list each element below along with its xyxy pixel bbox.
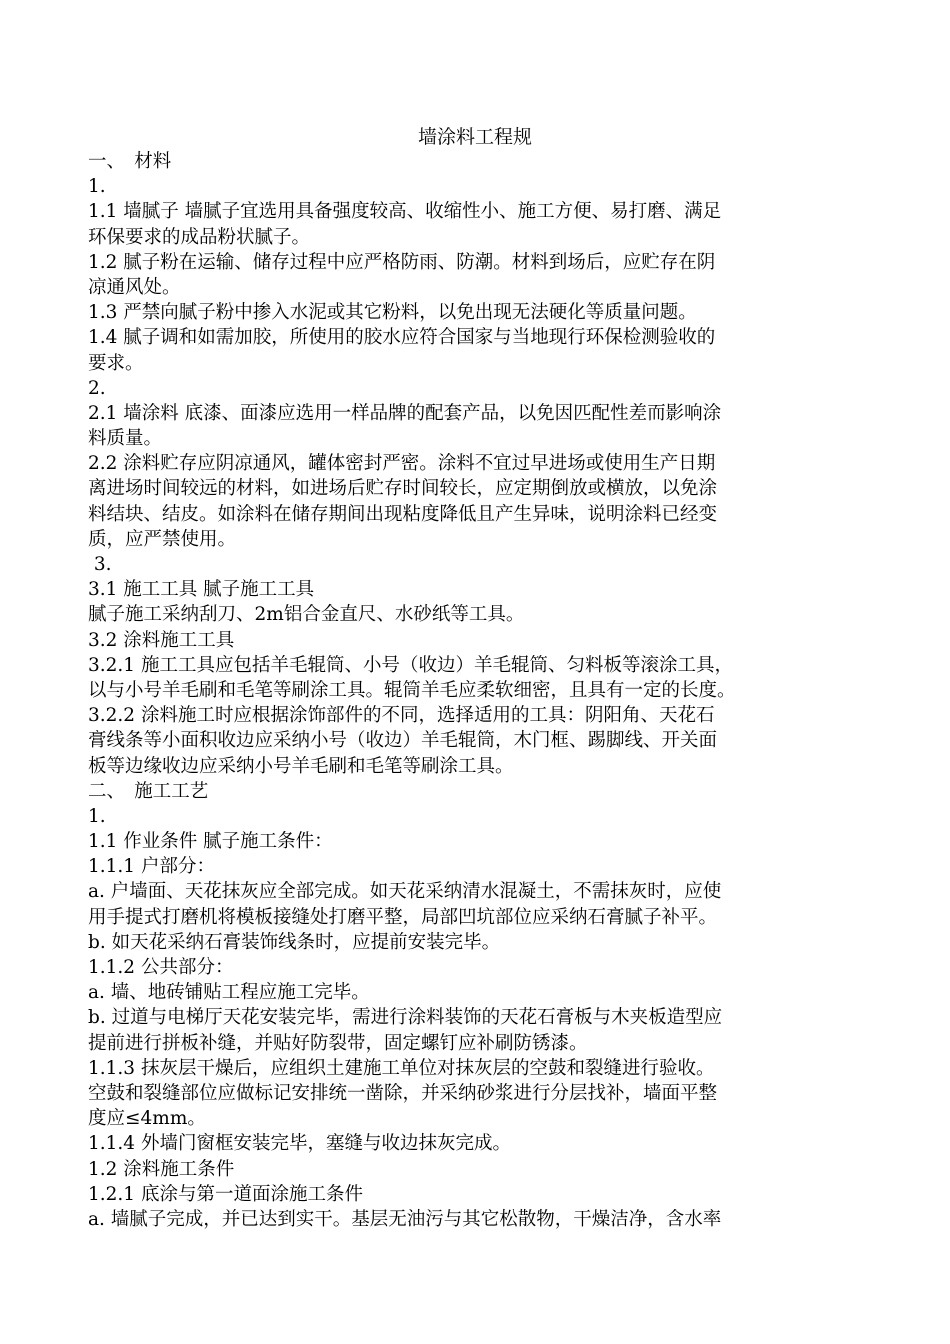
document-body	[88, 149, 868, 1232]
text-line: 3.2.1 施工工具应包括羊毛辊筒、小号（收边）羊毛辊筒、匀料板等滚涂工具，	[88, 654, 733, 676]
text-line: 1.	[88, 176, 106, 198]
text-line: 料结块、结皮。如涂料在储存期间出现粘度降低且产生异味，说明涂料已经变	[88, 503, 718, 525]
text-line: 离进场时间较远的材料，如进场后贮存时间较长，应定期倒放或横放，以免涂	[88, 478, 718, 500]
text-line: 要求。	[88, 352, 144, 374]
text-line: 3.2.2 涂料施工时应根据涂饰部件的不同，选择适用的工具：阴阳角、天花石	[88, 705, 715, 727]
text-line: 提前进行拼板补缝，并贴好防裂带，固定螺钉应补刷防锈漆。	[88, 1032, 588, 1054]
text-line: 空鼓和裂缝部位应做标记安排统一凿除，并采纳砂浆进行分层找补，墙面平整	[88, 1082, 718, 1104]
text-line: 1.2 腻子粉在运输、储存过程中应严格防雨、防潮。材料到场后，应贮存在阴	[88, 251, 716, 273]
text-line: 用手提式打磨机将模板接缝处打磨平整，局部凹坑部位应采纳石膏腻子补平。	[88, 906, 718, 928]
text-line: 1.1.2 公共部分：	[88, 957, 234, 978]
text-line: 一、 材料	[88, 151, 172, 172]
text-line: 以与小号羊毛刷和毛笔等刷涂工具。辊筒羊毛应柔软细密，且具有一定的长度。	[88, 679, 736, 701]
text-line: 2.	[88, 377, 106, 399]
text-line: 1.1 墙腻子 墙腻子宜选用具备强度较高、收缩性小、施工方便、易打磨、满足	[88, 201, 722, 223]
text-line: 2.1 墙涂料 底漆、面漆应选用一样品牌的配套产品，以免因匹配性差而影响涂	[88, 402, 722, 424]
text-line: 腻子施工采纳刮刀、2m铝合金直尺、水砂纸等工具。	[88, 604, 525, 626]
text-line: 度应≤4mm。	[88, 1108, 206, 1130]
text-line: 2.2 涂料贮存应阴凉通风，罐体密封严密。涂料不宜过早进场或使用生产日期	[88, 453, 716, 475]
text-line: a. 墙、地砖铺贴工程应施工完毕。	[88, 982, 370, 1004]
text-line: a. 墙腻子完成，并已达到实干。基层无油污与其它松散物，干燥洁净，含水率	[88, 1208, 722, 1230]
text-line: 3.2 涂料施工工具	[88, 629, 235, 651]
text-line: 1.1.3 抹灰层干燥后，应组织土建施工单位对抹灰层的空鼓和裂缝进行验收。	[88, 1057, 715, 1079]
text-line: 1.1.1 户部分：	[88, 856, 215, 878]
text-line: a. 户墙面、天花抹灰应全部完成。如天花采纳清水混凝土，不需抹灰时，应使	[88, 881, 722, 903]
text-line: 1.2 涂料施工条件	[88, 1158, 235, 1180]
text-line: 1.1.4 外墙门窗框安装完毕，塞缝与收边抹灰完成。	[88, 1133, 511, 1155]
text-line: 料质量。	[88, 428, 163, 450]
document-title: 墙涂料工程规	[417, 126, 532, 148]
text-line: 1.1 作业条件 腻子施工条件：	[88, 831, 333, 853]
text-line: 膏线条等小面积收边应采纳小号（收边）羊毛辊筒，木门框、踢脚线、开关面	[88, 730, 718, 752]
text-line: 凉通风处。	[88, 276, 181, 298]
text-line: 1.3 严禁向腻子粉中掺入水泥或其它粉料，以免出现无法硬化等质量问题。	[88, 302, 697, 324]
text-line: 1.	[88, 805, 106, 827]
text-line: 板等边缘收边应采纳小号羊毛刷和毛笔等刷涂工具。	[88, 755, 514, 777]
text-line: b. 如天花采纳石膏装饰线条时，应提前安装完毕。	[88, 931, 501, 953]
text-line: 1.2.1 底涂与第一道面涂施工条件	[88, 1183, 363, 1205]
text-line: 质，应严禁使用。	[88, 528, 237, 550]
text-line: 环保要求的成品粉状腻子。	[88, 226, 311, 248]
text-line: 二、 施工工艺	[88, 780, 209, 802]
text-line: 3.	[88, 554, 112, 575]
text-line: 1.4 腻子调和如需加胶，所使用的胶水应符合国家与当地现行环保检测验收的	[88, 327, 716, 349]
text-line: 3.1 施工工具 腻子施工工具	[88, 579, 315, 601]
text-line: b. 过道与电梯厅天花安装完毕，需进行涂料装饰的天花石膏板与木夹板造型应	[88, 1007, 723, 1029]
